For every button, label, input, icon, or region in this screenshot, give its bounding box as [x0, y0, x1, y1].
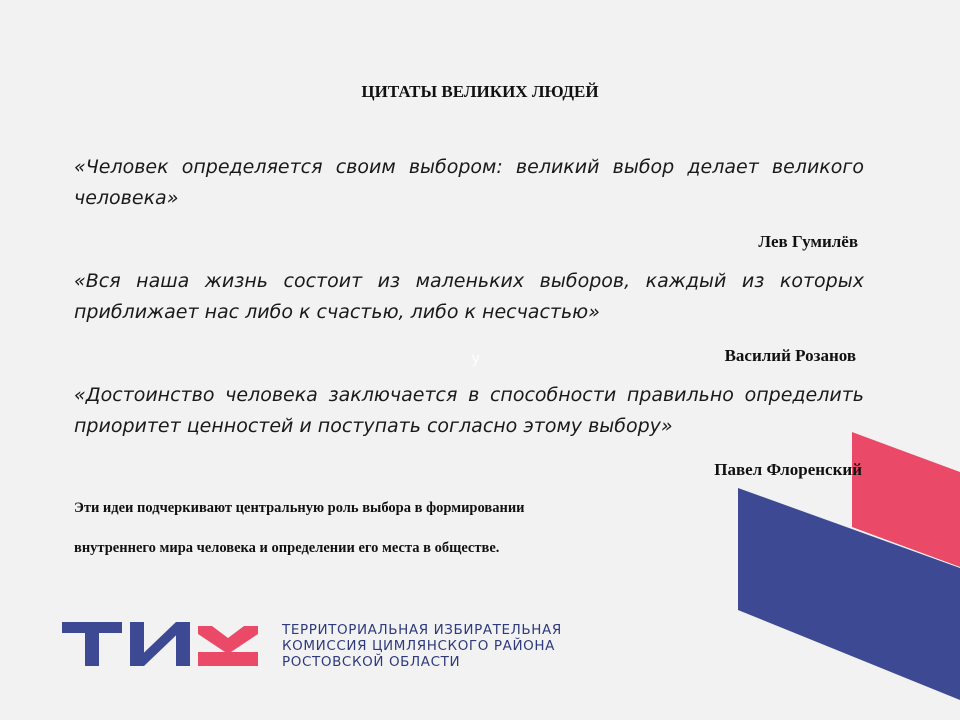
- organization-name-line-1: ТЕРРИТОРИАЛЬНАЯ ИЗБИРАТЕЛЬНАЯ: [282, 622, 562, 638]
- author-rozanov: Василий Розанов: [724, 346, 856, 365]
- stray-character: у: [472, 350, 480, 367]
- quote-gumilev: «Человек определяется своим выбором: великий выбор делает великого человека»: [74, 156, 864, 209]
- author-gumilev: Лев Гумилёв: [758, 232, 858, 251]
- organization-name: [282, 622, 562, 670]
- organization-name-line-2: КОМИССИЯ ЦИМЛЯНСКОГО РАЙОНА: [282, 638, 555, 654]
- tik-logo-mark: [62, 622, 262, 668]
- organization-name-line-3: РОСТОВСКОЙ ОБЛАСТИ: [282, 654, 461, 670]
- author-florensky: Павел Флоренский: [714, 460, 862, 479]
- quote-rozanov: «Вся наша жизнь состоит из маленьких выборов, каждый из которых приближает нас либо к счастью, либо к несчастью»: [74, 270, 864, 323]
- summary-line-1: Эти идеи подчеркивают центральную роль выбора в формировании: [74, 500, 525, 516]
- summary-line-2: внутреннего мира человека и определении его места в обществе.: [74, 540, 500, 556]
- quote-florensky: «Достоинство человека заключается в способности правильно определить приоритет ценностей и поступать согласно этому выбору»: [74, 384, 864, 437]
- slide-title: ЦИТАТЫ ВЕЛИКИХ ЛЮДЕЙ: [361, 82, 599, 101]
